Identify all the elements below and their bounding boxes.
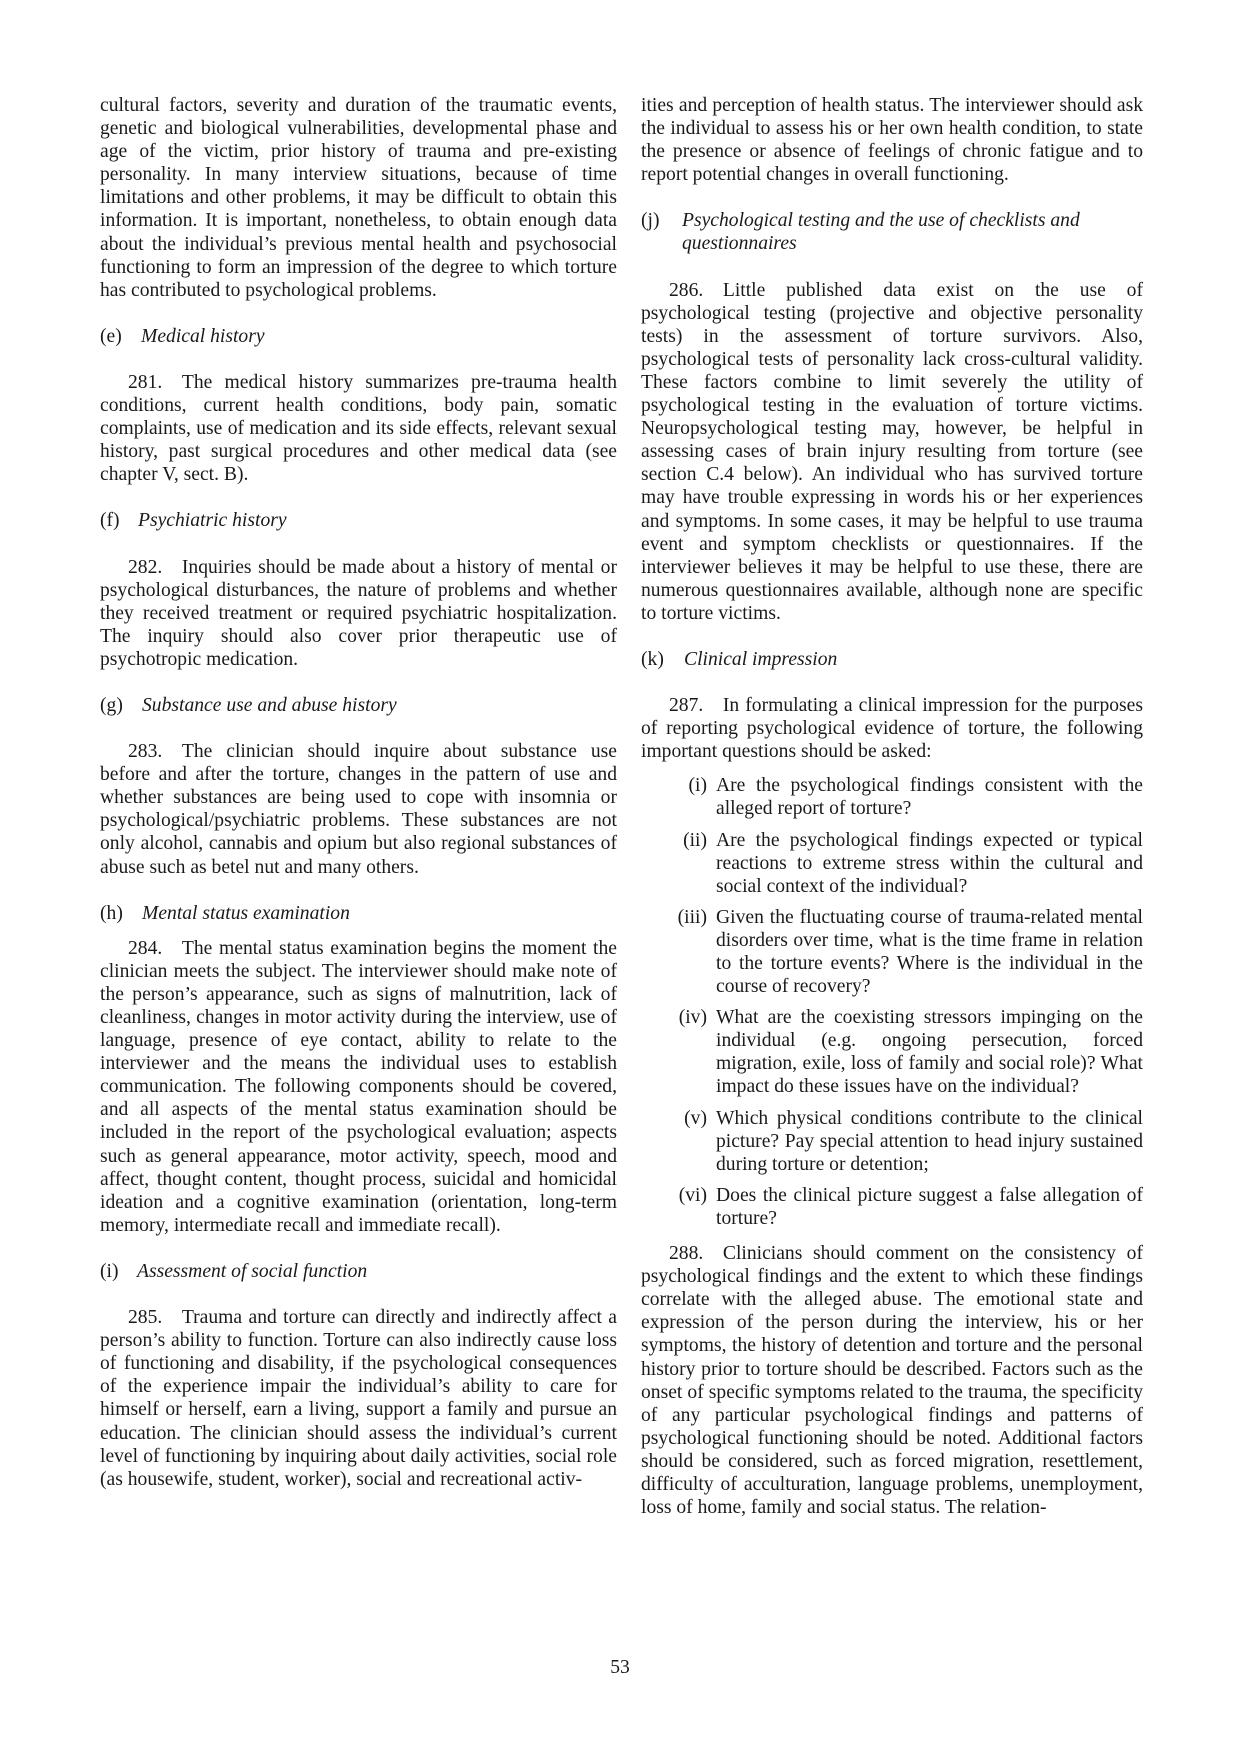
list-item	[641, 1107, 1143, 1176]
item-text: Does the clinical picture suggest a false allegation of torture?	[716, 1184, 1143, 1229]
section-title: Mental status examination	[142, 902, 350, 924]
item-number: (v)	[684, 1107, 707, 1129]
paragraph-continuation: cultural factors, severity and duration of the traumatic events, genetic and biological vulnerabilities, developmental phase and age of the victim, prior history of trauma and pre-existing personality. In many interview situations, because of time limitations and other problems, it may be difficult to obtain this information. It is important, nonetheless, to obtain enough data about the individual’s previous mental health and psychosocial functioning to form an impression of the degree to which torture has contributed to psychological problems.	[100, 95, 617, 301]
section-title: Substance use and abuse history	[142, 694, 397, 716]
section-label: (e)	[100, 325, 122, 347]
paragraph-286: 286. Little published data exist on the use of psychological testing (projective and objective personality tests) in the assessment of torture survivors. Also, psychological tests of personality lack cross-cultural validity. These factors combine to limit severely the utility of psychological testing in the evaluation of torture victims. Neuropsychological testing may, however, be helpful in assessing cases of brain injury resulting from torture (see section C.4 below). An individual who has survived torture may have trouble expressing in words his or her experiences and symptoms. In some cases, it may be helpful to use trauma event and symptom checklists or questionnaires. If the interviewer believes it may be helpful to use these, there are numerous questionnaires available, although none are specific to torture victims.	[641, 279, 1143, 624]
right-column	[641, 94, 1143, 1519]
list-item	[641, 906, 1143, 998]
list-item	[641, 1006, 1143, 1098]
item-text: Are the psychological findings expected or typical reactions to extreme stress within the cultural and social context of the individual?	[716, 829, 1143, 897]
item-number: (iv)	[678, 1007, 707, 1029]
question-list	[641, 774, 1143, 1230]
section-heading-social-function	[100, 1260, 617, 1283]
section-label: (i)	[100, 1260, 119, 1282]
section-heading-clinical-impression	[641, 648, 1143, 671]
list-item	[641, 829, 1143, 898]
paragraph-287: 287. In formulating a clinical impression for the purposes of reporting psychological evidence of torture, the following important questions should be asked:	[641, 695, 1143, 763]
paragraph-continuation: ities and perception of health status. The interviewer should ask the individual to assess his or her own health condition, to state the presence or absence of feelings of chronic fatigue and to report potential changes in overall functioning.	[641, 95, 1143, 186]
item-text: Which physical conditions contribute to the clinical picture? Pay special attention to head injury sustained during torture or detention;	[716, 1107, 1143, 1175]
page-number: 53	[610, 1657, 630, 1678]
section-label: (j)	[641, 210, 660, 232]
section-title: Psychiatric history	[138, 510, 287, 532]
item-number: (ii)	[683, 829, 707, 851]
list-item	[641, 1184, 1143, 1230]
section-label: (g)	[100, 694, 123, 716]
paragraph-284: 284. The mental status examination begins the moment the clinician meets the subject. The interviewer should make note of the person’s appearance, such as signs of malnutrition, lack of cleanliness, changes in motor activity during the interview, use of language, presence of eye contact, ability to relate to the interviewer and the means the individual uses to establish communication. The following components should be covered, and all aspects of the mental status examination should be included in the report of the psychological evaluation; aspects such as general appearance, motor activity, speech, mood and affect, thought content, thought process, suicidal and homicidal ideation and a cognitive examination (orientation, long-term memory, intermediate recall and immediate recall).	[100, 937, 617, 1236]
section-heading-psychological-testing	[641, 209, 1143, 255]
section-heading-psychiatric-history	[100, 509, 617, 532]
section-heading-mental-status	[100, 902, 617, 925]
section-title: Medical history	[141, 325, 265, 347]
section-label: (h)	[100, 902, 123, 924]
list-item	[641, 774, 1143, 820]
paragraph-282: 282. Inquiries should be made about a history of mental or psychological disturbances, the nature of problems and whether they received treatment or required psychiatric hospitalization. The inquiry should also cover prior therapeutic use of psychotropic medication.	[100, 556, 617, 670]
section-title: Psychological testing and the use of checklists and questionnaires	[682, 210, 1080, 255]
paragraph-281: 281. The medical history summarizes pre-trauma health conditions, current health conditions, body pain, somatic complaints, use of medication and its side effects, relevant sexual history, past surgical procedures and other medical data (see chapter V, sect. B).	[100, 371, 617, 486]
paragraph-283: 283. The clinician should inquire about substance use before and after the torture, changes in the pattern of use and whether substances are being used to cope with insomnia or psychological/psychiatric problems. These substances are not only alcohol, cannabis and opium but also regional substances of abuse such as betel nut and many others.	[100, 741, 617, 878]
item-number: (i)	[688, 775, 707, 797]
section-heading-medical-history	[100, 325, 617, 348]
item-number: (vi)	[678, 1184, 707, 1206]
item-number: (iii)	[677, 906, 707, 928]
paragraph-285: 285. Trauma and torture can directly and indirectly affect a person’s ability to function. Torture can also indirectly cause loss of functioning and disability, if the psychological consequences of the experience impair the individual’s ability to care for himself or herself, earn a living, support a family and pursue an education. The clinician should assess the individual’s current level of functioning by inquiring about daily activities, social role (as housewife, student, worker), social and recreational activ-	[100, 1307, 617, 1490]
left-column	[100, 94, 617, 1491]
section-heading-substance-use	[100, 694, 617, 717]
item-text: Given the fluctuating course of trauma-related mental disorders over time, what is the time frame in relation to the torture events? Where is the individual in the course of recovery?	[716, 906, 1143, 998]
section-title: Clinical impression	[684, 648, 838, 670]
section-title: Assessment of social function	[137, 1260, 368, 1282]
paragraph-288: 288. Clinicians should comment on the consistency of psychological findings and the extent to which these findings correlate with the alleged abuse. The emotional state and expression of the person during the interview, his or her symptoms, the history of detention and torture and the personal history prior to torture should be described. Factors such as the onset of specific symptoms related to the trauma, the specificity of any particular psychological findings and patterns of psychological functioning should be noted. Additional factors should be considered, such as forced migration, resettlement, difficulty of acculturation, language problems, unemployment, loss of home, family and social status. The relation-	[641, 1243, 1143, 1519]
item-text: Are the psychological findings consistent with the alleged report of torture?	[716, 775, 1143, 820]
section-label: (k)	[641, 648, 664, 670]
item-text: What are the coexisting stressors impinging on the individual (e.g. ongoing persecution, forced migration, exile, loss of family and social role)? What impact do these issues have on the individual?	[716, 1007, 1143, 1098]
section-label: (f)	[100, 510, 120, 532]
